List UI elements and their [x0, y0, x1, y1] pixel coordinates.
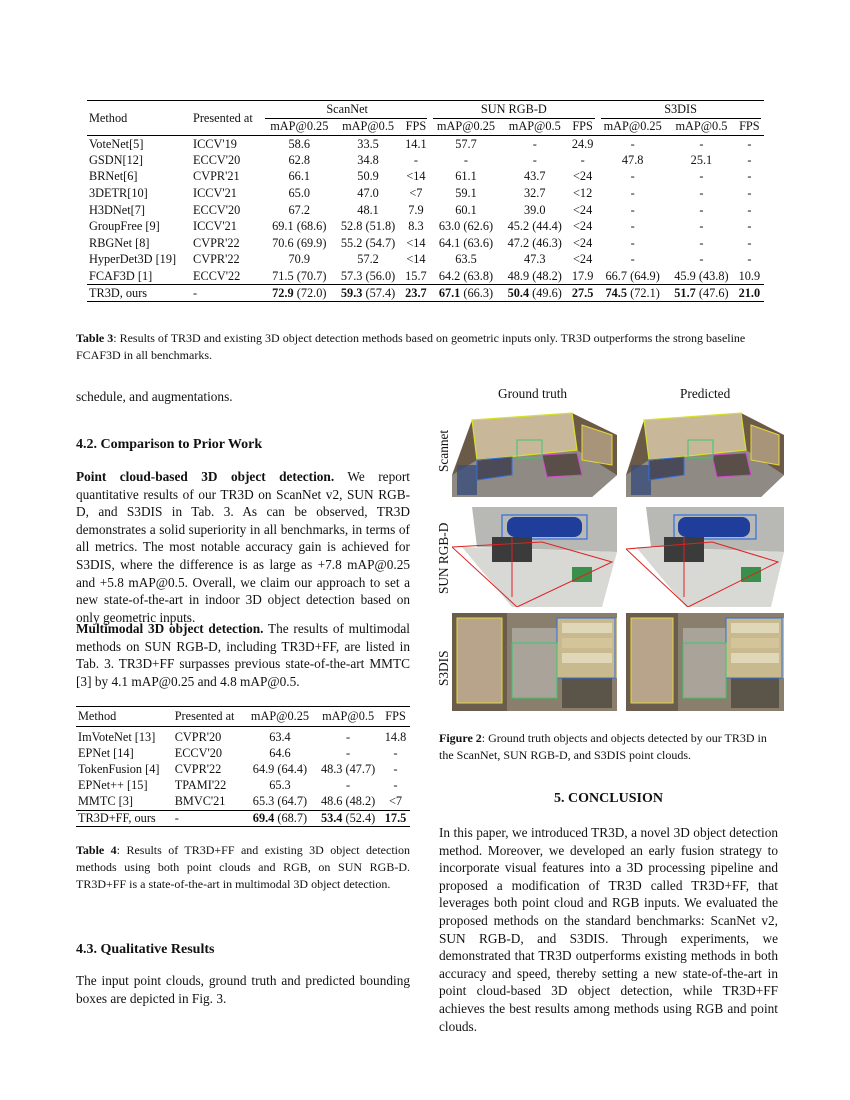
- paragraph-qualitative: The input point clouds, ground truth and predicted bounding boxes are depicted in Fig. 3.: [76, 973, 410, 1006]
- table-3-caption-text: : Results of TR3D and existing 3D object detection methods based on geometric inputs only. TR3D outperforms the strong baseline FCAF3D in all benchmarks.: [76, 331, 746, 362]
- value-cell: 63.4: [269, 730, 291, 744]
- value-cell: TPAMI'22: [174, 778, 227, 793]
- value-cell: 34.8: [357, 152, 379, 167]
- value-cell: ICCV'19: [193, 136, 237, 151]
- value-cell: 66.1: [288, 169, 311, 184]
- method-cell: GroupFree [9]: [89, 219, 160, 234]
- t3-metric: mAP@0.25: [436, 119, 496, 134]
- value-cell: 65.0: [288, 186, 311, 201]
- value-cell: ICCV'21: [193, 186, 237, 201]
- t3-metric: FPS: [405, 119, 427, 134]
- figure-row-label-scannet: Scannet: [436, 429, 451, 472]
- value-cell: <12: [573, 186, 593, 201]
- value-cell: -: [630, 169, 635, 184]
- table-4: [76, 706, 410, 827]
- value-cell: -: [699, 186, 704, 201]
- method-cell: RBGNet [8]: [89, 235, 150, 250]
- value-cell: 14.1: [405, 136, 427, 151]
- value-cell: -: [532, 152, 537, 167]
- value-cell: 74.5 (72.1): [605, 285, 660, 300]
- value-cell: 61.1: [455, 169, 477, 184]
- table-3-caption: [76, 330, 776, 364]
- value-cell: -: [346, 778, 351, 793]
- t3-metric: mAP@0.25: [603, 119, 662, 134]
- value-cell: 59.3 (57.4): [340, 285, 396, 300]
- value-cell: -: [630, 252, 635, 267]
- table-row: [87, 202, 764, 219]
- value-cell: -: [747, 219, 752, 234]
- value-cell: 14.8: [384, 730, 407, 744]
- value-cell: 57.3 (56.0): [340, 268, 396, 283]
- paragraph-multimodal-heading: Multimodal 3D object detection.: [76, 621, 264, 636]
- paragraph-point-cloud: [76, 468, 410, 626]
- value-cell: CVPR'20: [174, 730, 222, 744]
- value-cell: 17.5: [384, 810, 407, 825]
- value-cell: 39.0: [523, 202, 546, 217]
- table-row-ours: [87, 285, 764, 302]
- value-cell: 48.6 (48.2): [320, 794, 376, 809]
- value-cell: 53.4 (52.4): [320, 810, 376, 825]
- value-cell: 59.1: [455, 186, 477, 201]
- value-cell: <7: [389, 794, 403, 809]
- table-3-caption-label: Table 3: [76, 331, 114, 345]
- value-cell: -: [699, 136, 704, 151]
- method-cell: EPNet [14]: [78, 745, 134, 760]
- t4-header: mAP@0.25: [250, 709, 310, 723]
- method-cell: TR3D+FF, ours: [78, 810, 156, 825]
- figure-image-sunrgbd-predicted: [626, 507, 784, 607]
- value-cell: <14: [406, 169, 426, 184]
- figure-row-label-sunrgbd: SUN RGB-D: [436, 522, 451, 594]
- value-cell: 8.3: [408, 219, 424, 234]
- value-cell: -: [193, 285, 198, 300]
- t4-header: mAP@0.5: [322, 709, 375, 723]
- value-cell: -: [532, 136, 537, 151]
- table-row: [87, 268, 764, 285]
- value-cell: CVPR'22: [193, 252, 240, 267]
- value-cell: <14: [406, 235, 426, 250]
- value-cell: 70.6 (69.9): [272, 235, 327, 250]
- figure-image-scannet-ground-truth: [452, 405, 617, 497]
- value-cell: 15.7: [405, 268, 427, 283]
- method-cell: 3DETR[10]: [89, 186, 148, 201]
- value-cell: 66.7 (64.9): [605, 268, 660, 283]
- method-cell: TokenFusion [4]: [78, 761, 160, 776]
- value-cell: ECCV'22: [193, 268, 241, 283]
- value-cell: 27.5: [571, 285, 594, 300]
- value-cell: -: [580, 152, 585, 167]
- value-cell: -: [699, 252, 704, 267]
- value-cell: -: [346, 745, 351, 760]
- value-cell: ECCV'20: [193, 202, 241, 217]
- value-cell: 62.8: [288, 152, 311, 167]
- value-cell: ECCV'20: [193, 152, 241, 167]
- table-row: [87, 218, 764, 235]
- value-cell: -: [747, 235, 752, 250]
- value-cell: 67.2: [288, 202, 311, 217]
- value-cell: -: [174, 810, 179, 825]
- paragraph-multimodal: [76, 620, 410, 690]
- value-cell: 72.9 (72.0): [272, 285, 327, 300]
- value-cell: 64.6: [269, 745, 291, 760]
- table-row: [87, 252, 764, 269]
- value-cell: 64.2 (63.8): [438, 268, 494, 283]
- method-cell: HyperDet3D [19]: [89, 252, 177, 267]
- t4-header: Method: [78, 709, 117, 723]
- value-cell: 57.7: [455, 136, 477, 151]
- value-cell: 60.1: [455, 202, 477, 217]
- value-cell: 10.9: [738, 268, 761, 283]
- value-cell: <24: [573, 235, 593, 250]
- value-cell: 50.4 (49.6): [507, 285, 562, 300]
- value-cell: 32.7: [523, 186, 546, 201]
- value-cell: 69.1 (68.6): [272, 219, 327, 234]
- value-cell: -: [393, 761, 398, 776]
- t4-header: FPS: [385, 709, 406, 723]
- t3-group-s3dis: S3DIS: [664, 102, 697, 117]
- value-cell: <7: [409, 186, 423, 201]
- value-cell: 33.5: [357, 136, 379, 151]
- value-cell: 52.8 (51.8): [340, 219, 396, 234]
- value-cell: -: [630, 219, 635, 234]
- value-cell: 71.5 (70.7): [272, 268, 327, 283]
- table-3: [87, 100, 764, 302]
- t3-metric: FPS: [739, 119, 760, 134]
- table-row: [76, 727, 410, 746]
- table-row: [87, 169, 764, 186]
- figure-2-caption: [439, 730, 778, 764]
- value-cell: -: [747, 186, 752, 201]
- method-cell: EPNet++ [15]: [78, 778, 148, 793]
- figure-col-label-ground-truth: Ground truth: [498, 386, 568, 401]
- value-cell: ECCV'20: [174, 745, 222, 760]
- method-cell: MMTC [3]: [78, 794, 133, 809]
- table-row: [87, 152, 764, 169]
- value-cell: 23.7: [405, 285, 427, 300]
- value-cell: -: [413, 152, 418, 167]
- method-cell: GSDN[12]: [89, 152, 143, 167]
- value-cell: 17.9: [571, 268, 594, 283]
- value-cell: <14: [406, 252, 426, 267]
- value-cell: 51.7 (47.6): [674, 285, 729, 300]
- value-cell: -: [699, 202, 704, 217]
- section-4-2-heading: 4.2. Comparison to Prior Work: [76, 437, 263, 452]
- value-cell: <24: [573, 252, 593, 267]
- t3-metric: mAP@0.5: [508, 119, 561, 134]
- t3-header-method: Method: [87, 101, 191, 136]
- table-row: [87, 235, 764, 252]
- t3-group-sunrgbd: SUN RGB-D: [480, 102, 547, 117]
- figure-image-s3dis-ground-truth: [452, 613, 617, 711]
- value-cell: -: [463, 152, 469, 167]
- t3-group-rule: [265, 118, 427, 119]
- t3-metric: FPS: [572, 119, 593, 134]
- value-cell: -: [699, 235, 704, 250]
- t3-group-scannet: ScanNet: [326, 102, 368, 117]
- value-cell: -: [747, 202, 752, 217]
- value-cell: <24: [573, 169, 593, 184]
- table-4-caption: [76, 842, 410, 893]
- section-4-3-heading: 4.3. Qualitative Results: [76, 942, 215, 957]
- value-cell: 63.5: [455, 252, 477, 267]
- value-cell: CVPR'22: [193, 235, 240, 250]
- value-cell: 25.1: [690, 152, 713, 167]
- value-cell: -: [747, 152, 752, 167]
- method-cell: H3DNet[7]: [89, 202, 146, 217]
- value-cell: 47.8: [621, 152, 644, 167]
- value-cell: 58.6: [288, 136, 311, 151]
- value-cell: 55.2 (54.7): [340, 235, 396, 250]
- value-cell: -: [630, 202, 635, 217]
- value-cell: 48.1: [357, 202, 379, 217]
- table-row: [87, 185, 764, 202]
- value-cell: -: [346, 730, 351, 744]
- value-cell: 65.3 (64.7): [252, 794, 308, 809]
- figure-image-s3dis-predicted: [626, 613, 784, 711]
- value-cell: 21.0: [738, 285, 761, 300]
- value-cell: <24: [573, 219, 593, 234]
- value-cell: 43.7: [523, 169, 546, 184]
- value-cell: 65.3: [269, 778, 291, 793]
- value-cell: 48.3 (47.7): [320, 761, 376, 776]
- table-row: [76, 761, 410, 777]
- t3-group-rule: [433, 118, 595, 119]
- table-row: [76, 745, 410, 761]
- table-row-ours: [76, 810, 410, 826]
- figure-2-caption-text: : Ground truth objects and objects detected by our TR3D in the ScanNet, SUN RGB-D, and S3DIS point clouds.: [439, 731, 767, 762]
- method-cell: TR3D, ours: [89, 285, 148, 300]
- value-cell: 45.2 (44.4): [507, 219, 562, 234]
- value-cell: 64.1 (63.6): [438, 235, 494, 250]
- value-cell: 7.9: [408, 202, 424, 217]
- paragraph-point-cloud-heading: Point cloud-based 3D object detection.: [76, 469, 335, 484]
- table-row: [76, 794, 410, 810]
- value-cell: -: [699, 219, 704, 234]
- table-4-caption-text: : Results of TR3D+FF and existing 3D object detection methods using both point clouds and RGB, on SUN RGB-D. TR3D+FF is a state-of-the-art in multimodal 3D object detection.: [76, 843, 410, 891]
- value-cell: -: [630, 136, 635, 151]
- value-cell: <24: [573, 202, 593, 217]
- value-cell: 63.0 (62.6): [438, 219, 494, 234]
- t3-metric: mAP@0.5: [675, 119, 728, 134]
- method-cell: ImVoteNet [13]: [78, 730, 156, 744]
- value-cell: -: [699, 169, 704, 184]
- value-cell: 64.9 (64.4): [252, 761, 308, 776]
- figure-image-scannet-predicted: [626, 405, 784, 497]
- value-cell: 47.3: [523, 252, 546, 267]
- value-cell: 47.0: [357, 186, 379, 201]
- value-cell: CVPR'22: [174, 761, 222, 776]
- value-cell: 67.1 (66.3): [438, 285, 494, 300]
- figure-row-label-s3dis: S3DIS: [436, 650, 451, 686]
- schedule-text: schedule, and augmentations.: [76, 389, 233, 404]
- t3-metric: mAP@0.5: [342, 119, 395, 134]
- method-cell: FCAF3D [1]: [89, 268, 153, 283]
- value-cell: -: [747, 136, 752, 151]
- value-cell: -: [393, 745, 398, 760]
- conclusion-heading: 5. CONCLUSION: [554, 791, 663, 806]
- method-cell: BRNet[6]: [89, 169, 138, 184]
- t3-header-presented: Presented at: [191, 101, 264, 136]
- figure-col-label-predicted: Predicted: [680, 386, 731, 401]
- t3-group-rule: [601, 118, 761, 119]
- value-cell: -: [747, 252, 752, 267]
- value-cell: 24.9: [571, 136, 594, 151]
- value-cell: -: [630, 186, 635, 201]
- t4-header: Presented at: [174, 709, 235, 723]
- table-row: [76, 778, 410, 794]
- value-cell: 47.2 (46.3): [507, 235, 562, 250]
- value-cell: 50.9: [357, 169, 379, 184]
- value-cell: -: [630, 235, 635, 250]
- value-cell: 48.9 (48.2): [507, 268, 562, 283]
- figure-image-sunrgbd-ground-truth: [452, 507, 617, 607]
- paragraph-multimodal-text: The results of multimodal methods on SUN RGB-D, including TR3D+FF, are listed in Tab. 3. TR3D+FF surpasses previous state-of-the-art MMTC [3] by 4.1 mAP@0.25 and 4.8 mAP@0.5.: [76, 621, 410, 689]
- value-cell: 45.9 (43.8): [674, 268, 729, 283]
- value-cell: CVPR'21: [193, 169, 240, 184]
- value-cell: 57.2: [357, 252, 379, 267]
- paragraph-point-cloud-text: We report quantitative results of our TR3D on ScanNet v2, SUN RGB-D, and S3DIS in Tab. 3. As can be observed, TR3D demonstrates a solid superiority in all benchmarks, in terms of all metrics. The most notable accuracy gain is achieved for S3DIS, where the difference is as large as +7.8 mAP@0.25 and +5.8 mAP@0.5. Overall, we claim our approach to set a new state-of-the-art in indoor 3D object detection based on only geometric inputs.: [76, 469, 410, 625]
- value-cell: ICCV'21: [193, 219, 237, 234]
- table-4-body: [76, 727, 410, 827]
- value-cell: 69.4 (68.7): [252, 810, 308, 825]
- table-4-caption-label: Table 4: [76, 843, 117, 857]
- t3-metric: mAP@0.25: [270, 119, 329, 134]
- conclusion-text: In this paper, we introduced TR3D, a novel 3D object detection method. Moreover, we developed an early fusion strategy to incorporate visual features into a 3D processing pipeline and proposed a modification of TR3D called TR3D+FF, that leverages both point cloud and RGB inputs. We evaluated the proposed methods on the standard benchmarks: ScanNet v2, SUN RGB-D, and S3DIS. Through experiments, we demonstrated that TR3D outperforms existing methods in both accuracy and speed, thereby setting a new state-of-the-art in point cloud-based 3D object detection, while TR3D+FF achieves the best results among methods using RGB and point clouds.: [439, 825, 778, 1034]
- figure-2-caption-label: Figure 2: [439, 731, 482, 745]
- method-cell: VoteNet[5]: [89, 136, 144, 151]
- value-cell: -: [393, 778, 398, 793]
- value-cell: 70.9: [288, 252, 311, 267]
- value-cell: -: [747, 169, 752, 184]
- table-row: [87, 136, 764, 153]
- value-cell: BMVC'21: [174, 794, 226, 809]
- table-3-body: [87, 136, 764, 302]
